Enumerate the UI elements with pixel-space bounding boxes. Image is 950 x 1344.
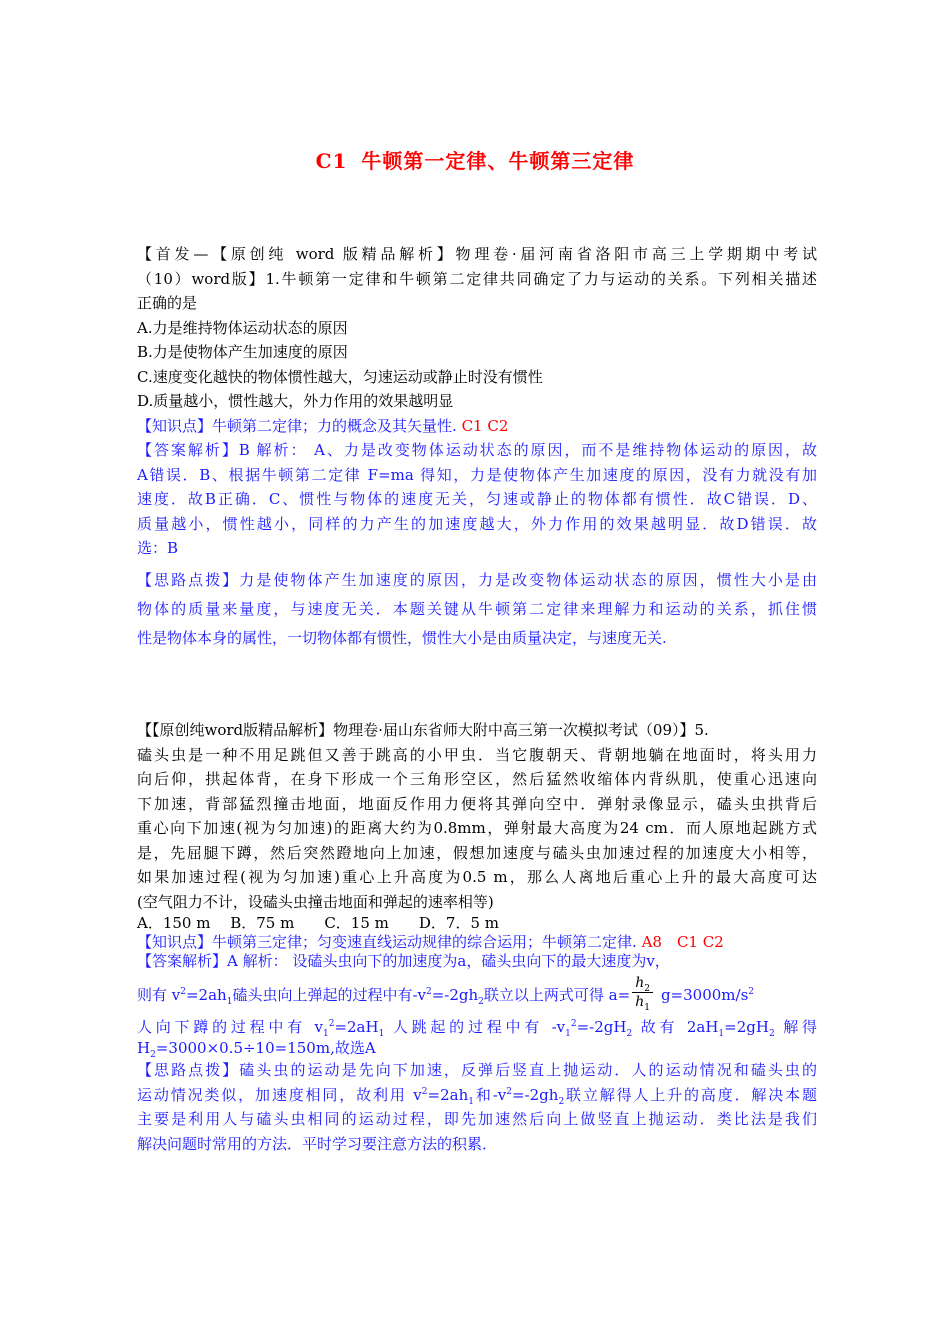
q1-header-line: 【首发—【原创纯 word 版精品解析】物理卷·届河南省洛阳市高三上学期期中考试 [137, 245, 817, 263]
section-code: C1 [315, 149, 348, 173]
q2-body-line: 如果加速过程(视为匀加速)重心上升高度为0.5 m，那么人离地后重心上升的最大高度可达 [137, 868, 817, 886]
q2-body-line: 重心向下加速(视为匀加速)的距离大约为0.8mm，弹射最大高度为24 cm．而人原地起跳方式 [137, 819, 817, 837]
q1-header-line: （10）word版】1.牛顿第一定律和牛顿第二定律共同确定了力与运动的关系。下列相关描述 [137, 269, 817, 288]
q2-body-line: 磕头虫是一种不用足跳但又善于跳高的小甲虫．当它腹朝天、背朝地躺在地面时，将头用力 [137, 745, 817, 764]
q2-tips-line: 主要是利用人与磕头虫相同的运动过程，即先加速然后向上做竖直上抛运动．类比法是我们 [137, 1110, 817, 1128]
q2-result-line: $H_2=3000\times 0.5\div 10=150m$,故选A [137, 1039, 376, 1060]
q2-human-line: 人向下蹲的过程中有 $v_1^2=2aH_1$ 人跳起的过程中有 $-v_1^2=-2gH_2$ 故有 $2aH_1=2gH_2$ 解得 [137, 1018, 817, 1039]
q2-answer-intro: 【答案解析】A 解析： 设磕头虫向下的加速度为a，磕头虫向下的最大速度为v， [137, 952, 670, 970]
q2-tips-line: 运动情况类似，加速度相同，故利用 $v^2=2ah_1$和$-v^2=-2gh_2$联立解得人上升的高度．解决本题 [137, 1085, 818, 1107]
q1-option: D.质量越小，惯性越大，外力作用的效果越明显 [137, 392, 454, 410]
question-1 [137, 242, 817, 653]
q1-tips-line: 物体的质量来量度，与速度无关．本题关键从牛顿第二定律来理解力和运动的关系，抓住惯 [137, 599, 817, 618]
q2-knowledge: 【知识点】牛顿第三定律；匀变速直线运动规律的综合运用；牛顿第二定律. A8 C1 C2 [137, 933, 724, 951]
q2-body-line: 是，先屈腿下蹲，然后突然蹬地向上加速，假想加速度与磕头虫加速过程的加速度大小相等， [137, 843, 817, 862]
q2-body-line: (空气阻力不计，设磕头虫撞击地面和弹起的速率相等) [137, 892, 494, 911]
q1-answer-line: A错误．B、根据牛顿第二定律 F=ma 得知，力是使物体产生加速度的原因，没有力就没有加 [137, 465, 817, 484]
q1-knowledge: 【知识点】牛顿第二定律；力的概念及其矢量性. C1 C2 [137, 416, 509, 435]
q1-option: B.力是使物体产生加速度的原因 [137, 343, 348, 361]
q2-body-line: 向后仰，拱起体背，在身下形成一个三角形空区，然后猛然收缩体内背纵肌，使重心迅速向 [137, 770, 817, 788]
q2-equation-line: 则有 $v^2=2ah_1$磕头虫向上弹起的过程中有$-v^2=-2gh_2$联立以上两式可得 a= $\frac{h_2}{h_1}$ $g=3000m/s^2$ [137, 974, 755, 1013]
page-title [0, 145, 950, 174]
q2-knowledge-code: A8 C1 C2 [641, 933, 724, 951]
q1-option: A.力是维持物体运动状态的原因 [137, 318, 348, 337]
q1-knowledge-code: C1 C2 [461, 416, 509, 435]
q2-header: 【【原创纯word版精品解析】物理卷·届山东省师大附中高三第一次模拟考试（09）】5. [137, 721, 709, 739]
q2-tips-line: 解决问题时常用的方法．平时学习要注意方法的积累． [137, 1134, 498, 1153]
q1-option: C.速度变化越快的物体惯性越大，匀速运动或静止时没有惯性 [137, 367, 543, 386]
section-title: 牛顿第一定律、牛顿第三定律 [361, 149, 635, 173]
q1-answer-line: 速度．故B正确．C、惯性与物体的速度无关，匀速或静止的物体都有惯性．故C错误．D、 [137, 490, 817, 508]
q2-options: A．150 m B．75 m C．15 m D．7．5 m [137, 914, 499, 932]
q2-body-line: 下加速，背部猛烈撞击地面，地面反作用力便将其弹向空中．弹射录像显示，磕头虫拱背后 [137, 794, 817, 813]
q1-answer-line: 质量越小，惯性越小，同样的力产生的加速度越大，外力作用的效果越明显．故D错误．故 [137, 514, 817, 533]
q1-header-line: 正确的是 [137, 294, 198, 312]
question-2 [137, 718, 817, 1156]
q1-answer-line: 【答案解析】B 解析： A、力是改变物体运动状态的原因，而不是维持物体运动的原因，故 [137, 441, 817, 459]
q1-tips-line: 性是物体本身的属性，一切物体都有惯性，惯性大小是由质量决定，与速度无关. [137, 628, 667, 647]
q2-tips-line: 【思路点拨】磕头虫的运动是先向下加速，反弹后竖直上抛运动．人的运动情况和磕头虫的 [137, 1061, 817, 1079]
fraction-h2-over-h1: $\frac{h_2}{h_1}$ [632, 974, 653, 1011]
q1-answer-line: 选：B [137, 539, 179, 557]
q1-tips-line: 【思路点拨】力是使物体产生加速度的原因，力是改变物体运动状态的原因，惯性大小是由 [137, 570, 817, 589]
